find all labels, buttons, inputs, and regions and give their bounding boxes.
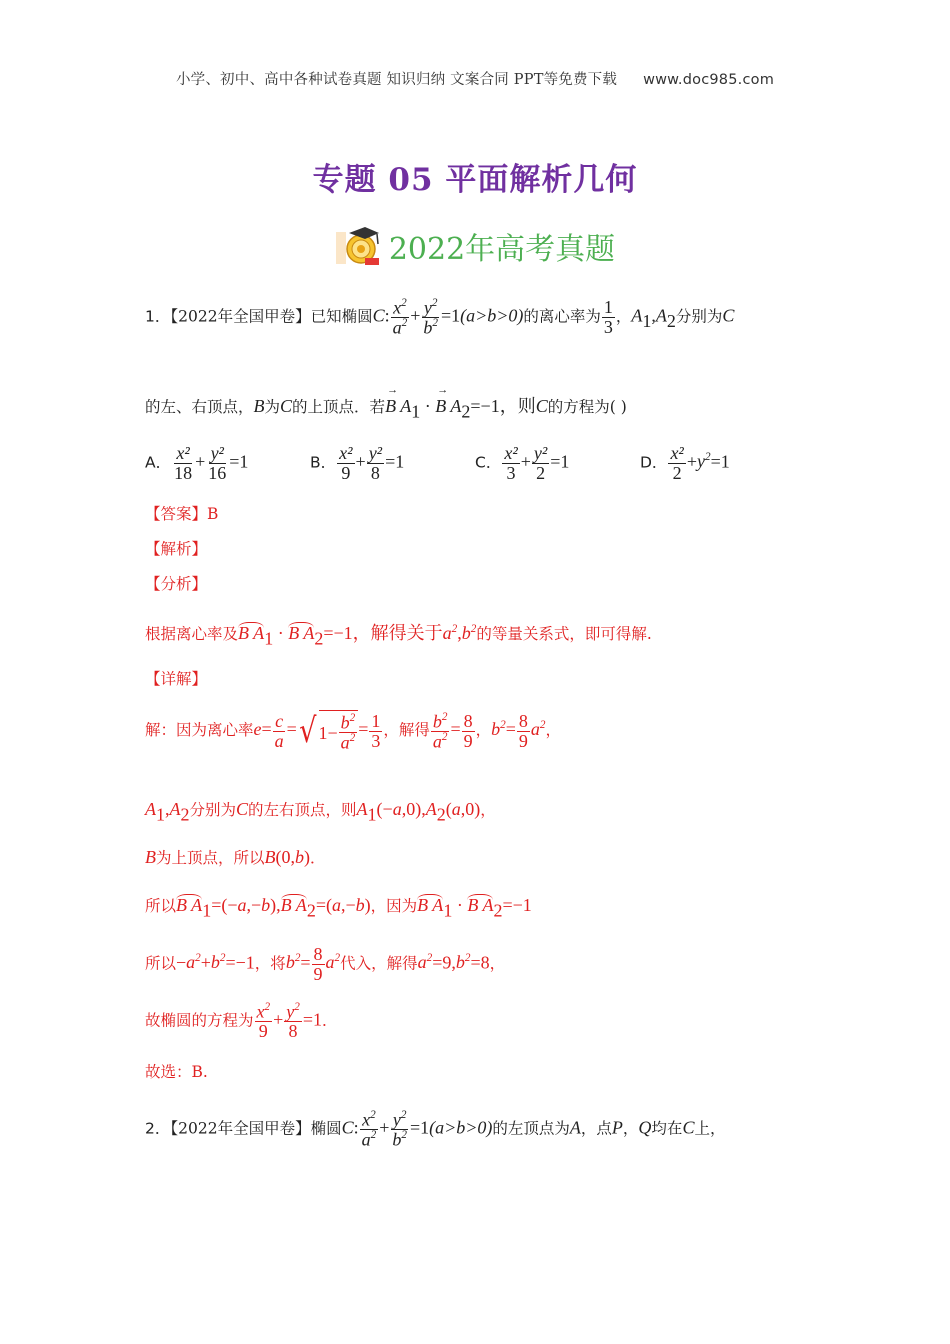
- q1-stem-line2: 的左、右顶点，B为C的上顶点．若 → B $A_1$ · → B $A_2=-1$，则C的方程为( ): [145, 384, 627, 422]
- page-header: [0, 68, 950, 89]
- q1-stem-line1: 1．【2022年全国甲卷】已知椭圆C: $\frac{x^2}{a^2}$ + $\frac{y^2}{b^2}$ =1(a>b>0)的离心率为 $\frac{1}{3}$ ，$A_1,A_2$分别为C: [145, 297, 735, 338]
- q1-options: [145, 444, 825, 483]
- header-text: 小学、初中、高中各种试卷真题 知识归纳 文案合同 PPT等免费下载: [175, 72, 618, 88]
- q1-fenxi-title: 【分析】: [145, 575, 208, 593]
- page-title: 专题 05 平面解析几何: [312, 162, 638, 198]
- q1-answer: 【答案】B: [145, 505, 219, 523]
- q1-detail-line3: B为上顶点，所以B(0,b)．: [145, 847, 326, 867]
- option-d[interactable]: D． $\frac{\text{x²}}{2}$ $+y^2=1$: [640, 443, 730, 483]
- q1-fenxi-text: 根据离心率及B $A_1 \cdot B$ $A_2=-1$，解得关于$a^2,b^2$的等量关系式，即可得解.: [145, 622, 652, 649]
- graduation-logo-icon: [335, 224, 383, 268]
- option-b[interactable]: B． $\frac{\text{x²}}{9}$ + $\frac{\text{y²}}{8}$ =1: [310, 443, 405, 483]
- q1-detail-line4: 所以B $A_1=(-a,-b),B$ $A_2=(a,-b)$，因为B $A_1 \cdot B$ $A_2=-1$: [145, 895, 532, 921]
- subtitle-text: 2022年高考真题: [388, 232, 616, 267]
- header-site[interactable]: www.doc985.com: [643, 72, 775, 88]
- option-a[interactable]: A． $\frac{\text{x²}}{18}$ + $\frac{\text{y²}}{16}$ =1: [145, 443, 249, 483]
- q1-detail-line2: $A_1,A_2$分别为C的左右顶点，则$A_1(-a,0),A_2(a,0)$，: [145, 799, 496, 825]
- q1-detail-line6: 故椭圆的方程为 $\frac{x^2}{9}$ + $\frac{y^2}{8}$ =1．: [145, 1001, 338, 1042]
- option-c[interactable]: C． $\frac{\text{x²}}{3}$ + $\frac{\text{y²}}{2}$ =1: [475, 443, 570, 483]
- q1-conclusion: 故选：B.: [145, 1063, 208, 1081]
- q1-detail-line1: 解：因为离心率e= $\frac{c}{a}$ = √ 1− $\frac{b^2}{a^2}$ = $\frac{1}{3}$ ，解得 $\frac{b^2}{a^2}$ = $\frac{8}{9}$ ，$b^2=$ $\frac{8}{9}$ $a^2$，: [145, 710, 561, 753]
- q1-analysis-title: 【解析】: [145, 540, 208, 558]
- q2-stem-line1: 2．【2022年全国甲卷】椭圆C: $\frac{x^2}{a^2}$ + $\frac{y^2}{b^2}$ =1(a>b>0)的左顶点为A，点P，Q均在C上，: [145, 1109, 726, 1150]
- q1-detail-title: 【详解】: [145, 670, 208, 688]
- q1-detail-line5: 所以$-a^2+b^2=-1$，将$b^2=$ $\frac{8}{9}$ $a^2$代入，解得$a^2=9,b^2=8$，: [145, 944, 506, 984]
- subtitle-banner: [0, 222, 950, 270]
